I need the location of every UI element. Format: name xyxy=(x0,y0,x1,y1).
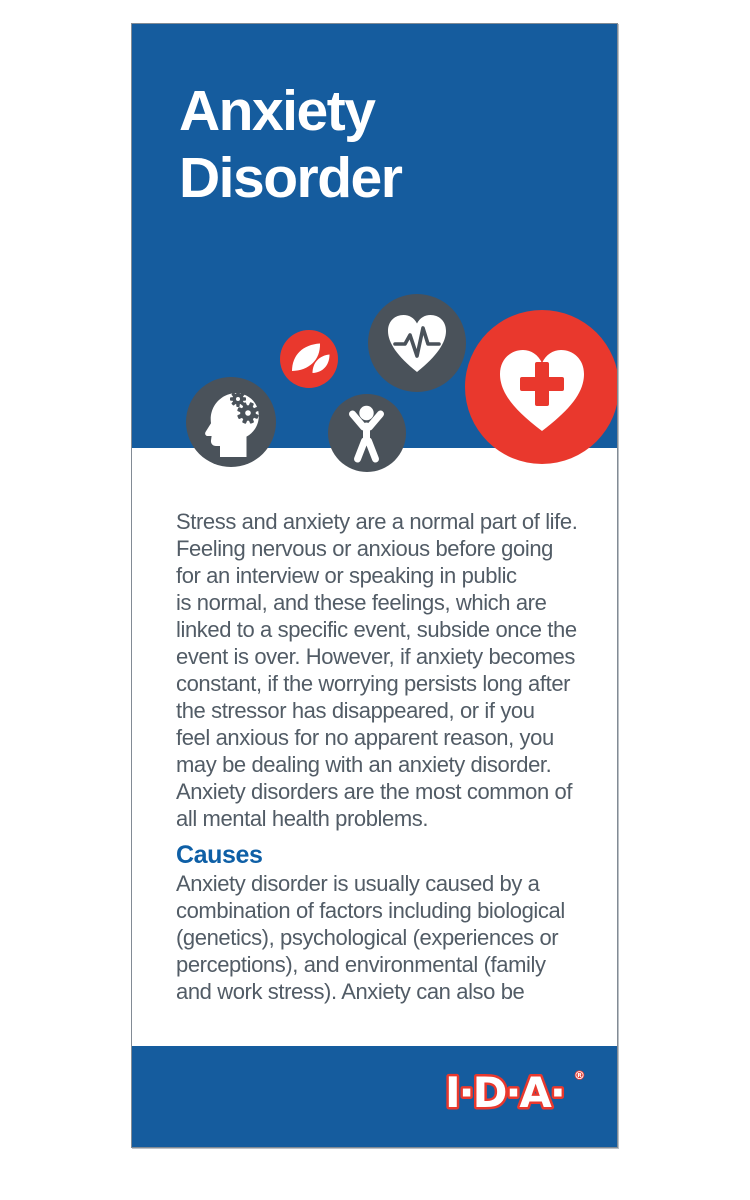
text-line: (genetics), psychological (experiences or xyxy=(176,925,559,950)
heart-pulse-icon xyxy=(368,294,466,392)
text-line: linked to a specific event, subside once the xyxy=(176,617,577,642)
text-line: is normal, and these feelings, which are xyxy=(176,590,547,615)
brochure-panel xyxy=(131,23,618,1148)
text-line: event is over. However, if anxiety becomes xyxy=(176,644,575,669)
registered-mark: ® xyxy=(574,1069,585,1082)
text-line: all mental health problems. xyxy=(176,806,429,831)
text-line: may be dealing with an anxiety disorder. xyxy=(176,752,552,777)
intro-paragraph xyxy=(176,508,577,832)
text-line: Feeling nervous or anxious before going xyxy=(176,536,553,561)
causes-heading: Causes xyxy=(176,841,263,869)
causes-paragraph xyxy=(176,870,565,1005)
text-line: Anxiety disorder is usually caused by a xyxy=(176,871,540,896)
text-line: Anxiety disorders are the most common of xyxy=(176,779,573,804)
text-line: the stressor has disappeared, or if you xyxy=(176,698,535,723)
page-title xyxy=(179,78,401,212)
ida-logo xyxy=(444,1066,586,1116)
text-line: for an interview or speaking in public xyxy=(176,563,517,588)
text-line: and work stress). Anxiety can also be xyxy=(176,979,525,1004)
title-line-2: Disorder xyxy=(179,146,402,210)
ida-logo-text: I·D·A· xyxy=(445,1068,564,1116)
leaf-icon xyxy=(280,330,338,388)
text-line: perceptions), and environmental (family xyxy=(176,952,546,977)
person-icon xyxy=(328,394,406,472)
text-line: feel anxious for no apparent reason, you xyxy=(176,725,554,750)
text-line: Stress and anxiety are a normal part of life. xyxy=(176,509,578,534)
text-line: combination of factors including biological xyxy=(176,898,565,923)
text-line: constant, if the worrying persists long after xyxy=(176,671,571,696)
brain-gears-icon xyxy=(186,377,276,467)
heart-cross-icon xyxy=(465,310,618,464)
title-line-1: Anxiety xyxy=(179,79,375,143)
